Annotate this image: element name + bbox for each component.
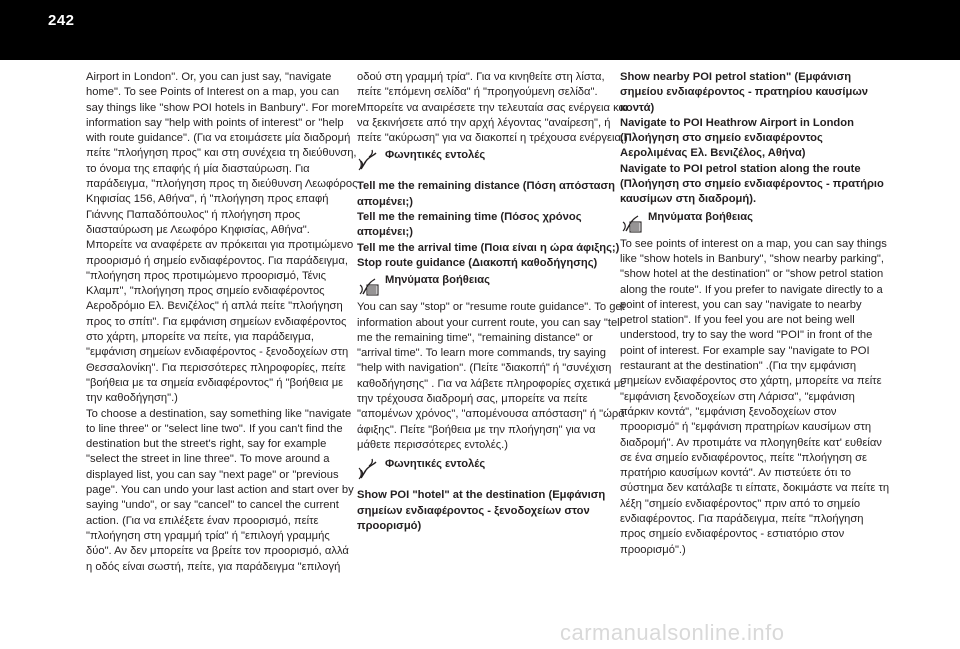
voice-command: Tell me the remaining distance (Πόση απόσταση απομένει;) bbox=[357, 180, 615, 208]
voice-command: Show POI "hotel" at the destination (Εμφάνιση σημείων ενδιαφέροντος - ξενοδοχείων στον προορισμό) bbox=[357, 489, 606, 532]
text-column-3 bbox=[620, 70, 892, 558]
help-messages-heading bbox=[357, 273, 629, 296]
voice-commands-heading bbox=[357, 457, 629, 480]
voice-commands-label: Φωνητικές εντολές bbox=[385, 458, 486, 471]
help-messages-heading bbox=[620, 210, 892, 233]
paragraph: You can say "stop" or "resume route guidance". To get information about your current route, you can say "tell me the remaining time", "remaining distance" or "arrival time". To learn more commands, try saying "help with navigation". (Πείτε "διακοπή" ή "συνέχιση καθοδήγησης" . Για να λάβετε πληροφορίες σχετικά με την τρέχουσα διαδρομή σας, μπορείτε να πείτε "απομένων χρόνος", "απομένουσα απόσταση" ή "ώρα άφιξης". Πείτε "βοήθεια με την πλοήγηση" για να μάθετε περισσότερες εντολές.) bbox=[357, 301, 626, 451]
help-messages-label: Μηνύματα βοήθειας bbox=[648, 210, 753, 223]
voice-command: Show nearby POI petrol station" (Εμφάνιση σημείου ενδιαφέροντος - πρατηρίου καυσίμων κοντά) bbox=[620, 71, 869, 114]
watermark: carmanualsonline.info bbox=[560, 620, 785, 645]
command-list bbox=[357, 179, 629, 271]
paragraph: Airport in London". Or, you can just say, "navigate home". To see Points of Interest on a map, you can say things like "show POI hotels in Banbury". For more information say "help with points of interest" or "help with route guidance". (Για να ετοιμάσετε μία διαδρομή πείτε "πλοήγηση προς" και στη συνέχεια τη διεύθυνση, το όνομα της επαφής ή μία διασταύρωση. Για παράδειγμα, "πλοήγηση προς τη διεύθυνση Λεωφόρος Κηφισίας 156, Αθήνα", ή "πλοήγηση προς επαφή Γιάννης Παπαδόπουλος" ή πλοήγηση προς διασταύρωση με Λεωφόρο Κηφισίας, Αθήνα". Μπορείτε να αναφέρετε αν πρόκειται για προτιμώμενο προορισμό ή σημείο ενδιαφέροντος. Για παράδειγμα, "πλοήγηση προς προτιμώμενο προορισμό, Τένις Κλαμπ", "πλοήγηση προς σημείο ενδιαφέροντος Αεροδρόμιο Ελ. Βενιζέλος" ή απλά πείτε "πλοήγηση προς το σπίτι". Για εμφάνιση σημείων ενδιαφέροντος στο χάρτη, μπορείτε να πείτε, για παράδειγμα, "εμφάνιση σημείων ενδιαφέροντος - ξενοδοχείων στη Θεσσαλονίκη". Για περισσότερες πληροφορίες, πείτε "βοήθεια με τα σημεία ενδιαφέροντος" ή "βοήθεια με την καθοδήγηση".) bbox=[86, 71, 358, 405]
text-column-1 bbox=[86, 70, 358, 575]
voice-command: Tell me the remaining time (Πόσος χρόνος απομένει;) bbox=[357, 211, 582, 239]
voice-commands-label: Φωνητικές εντολές bbox=[385, 149, 486, 162]
paragraph: To see points of interest on a map, you can say things like "show hotels in Banbury", "show nearby parking", "show hotel at the destination" or "show petrol station along the route". If you prefer to navigate directly to a point of interest, you can say "navigate to nearby petrol station". If you feel you are not being well understood, try to say the word "POI" in front of the point of interest. For example say "navigate to POI restaurant at the destination" .(Για την εμφάνιση σημείων ενδιαφέροντος στο χάρτη, μπορείτε να πείτε "εμφάνιση ξενοδοχείων στη Λάρισα", "εμφάνιση πάρκιν κοντά", "εμφάνιση ξενοδοχείων στον προορισμό" ή "εμφάνιση πρατηρίων καυσίμων στη διαδρομή". Αν προτιμάτε να πλοηγηθείτε κατ' ευθείαν σε ένα σημείο ενδιαφέροντος, πείτε "πλοήγηση σε πρατήριο καυσίμων κοντά". Αν πιστεύετε ότι το σύστημα δεν κατάλαβε τι είπατε, δοκιμάστε να πείτε τη λέξη "σημείο ενδιαφέροντος" πριν από το σημείο ενδιαφέροντος. Για παράδειγμα, πείτε "πλοήγηση προς σημείο ενδιαφέροντος - εστιατόριο στον προορισμό".) bbox=[620, 237, 890, 556]
text-column-2 bbox=[357, 70, 629, 534]
voice-command: Navigate to POI petrol station along the route (Πλοήγηση στο σημείο ενδιαφέροντος - πρατήριο καυσίμων στη διαδρομή). bbox=[620, 162, 884, 206]
help-messages-label: Μηνύματα βοήθειας bbox=[385, 274, 490, 287]
voice-command: Navigate to POI Heathrow Airport in London (Πλοήγηση στο σημείο ενδιαφέροντος Αερολιμένας Ελ. Βενιζέλος, Αθήνα) bbox=[620, 116, 854, 160]
voice-command-icon bbox=[357, 458, 379, 480]
voice-command: Tell me the arrival time (Ποια είναι η ώρα άφιξης;) bbox=[357, 241, 620, 254]
page-number: 242 bbox=[48, 12, 75, 29]
voice-commands-heading bbox=[357, 148, 629, 171]
help-message-icon bbox=[620, 211, 642, 233]
paragraph: To choose a destination, say something like "navigate to line three" or "select line two". If you can't find the destination but the street's right, say for example "select the street in line three". To move around a displayed list, you can say "next page" or "previous page". You can undo your last action and start over by saying "undo", or say "cancel" to cancel the current action. (Για να επιλέξετε έναν προορισμό, πείτε "πλοήγηση στη γραμμή τρία" ή "επιλογή γραμμής δύο". Αν δεν μπορείτε να βρείτε τον προορισμό, αλλά η οδός είναι σωστή, πείτε, για παράδειγμα "επιλογή bbox=[86, 407, 354, 573]
help-message-icon bbox=[357, 274, 379, 296]
page-header-bar bbox=[0, 0, 960, 60]
paragraph: οδού στη γραμμή τρία". Για να κινηθείτε στη λίστα, πείτε "επόμενη σελίδα" ή "προηγούμενη σελίδα". Μπορείτε να αναιρέσετε την τελευταία σας ενέργεια και να ξεκινήσετε από την αρχή λέγοντας "αναίρεση", ή πείτε "ακύρωση" για να διακοπεί η τρέχουσα ενέργεια.) bbox=[357, 71, 628, 145]
voice-command-icon bbox=[357, 149, 379, 171]
voice-command: Stop route guidance (Διακοπή καθοδήγησης) bbox=[357, 256, 598, 269]
